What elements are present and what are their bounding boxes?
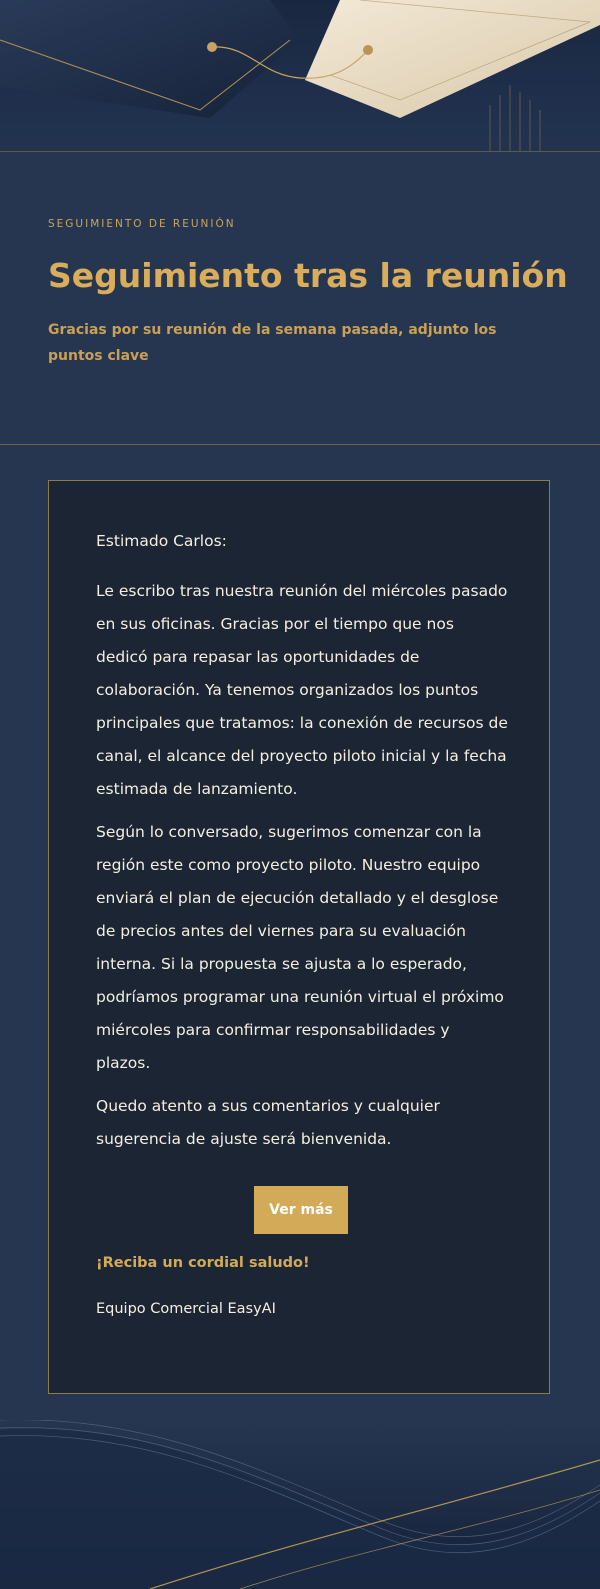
paragraph: Le escribo tras nuestra reunión del miércoles pasado en sus oficinas. Gracias por el tiempo que nos dedicó para repasar las oportunidades de colaboración. Ya tenemos organizados los puntos principales que tratamos: la conexión de recursos de canal, el alcance del proyecto piloto inicial y la fecha estimada de lanzamiento. xyxy=(96,582,508,798)
signature: Equipo Comercial EasyAI xyxy=(96,1301,276,1317)
banner-divider xyxy=(0,151,600,152)
greeting: Estimado Carlos: xyxy=(96,532,227,550)
footer-wave-decoration xyxy=(0,1420,600,1589)
header-banner-image xyxy=(0,0,600,152)
hero-divider xyxy=(0,444,600,445)
page-subtitle: Gracias por su reunión de la semana pasada, adjunto los puntos clave xyxy=(48,322,497,364)
paragraph: Según lo conversado, sugerimos comenzar con la región este como proyecto piloto. Nuestro equipo enviará el plan de ejecución detallado y el desglose de precios antes del viernes para su evaluación interna. Si la propuesta se ajusta a lo esperado, podríamos programar una reunión virtual el próximo miércoles para confirmar responsabilidades y plazos. xyxy=(96,823,504,1072)
page-title: Seguimiento tras la reunión xyxy=(48,256,568,295)
letter-card xyxy=(48,480,550,1394)
graduation-cap-illustration xyxy=(0,0,600,152)
eyebrow-label: SEGUIMIENTO DE REUNIÓN xyxy=(48,218,236,230)
ver-mas-button[interactable]: Ver más xyxy=(254,1186,348,1234)
paragraph: Quedo atento a sus comentarios y cualquier sugerencia de ajuste será bienvenida. xyxy=(96,1097,440,1148)
wave-illustration xyxy=(0,1420,600,1589)
letter-body xyxy=(96,525,508,1166)
closing-salutation: ¡Reciba un cordial saludo! xyxy=(96,1255,310,1271)
